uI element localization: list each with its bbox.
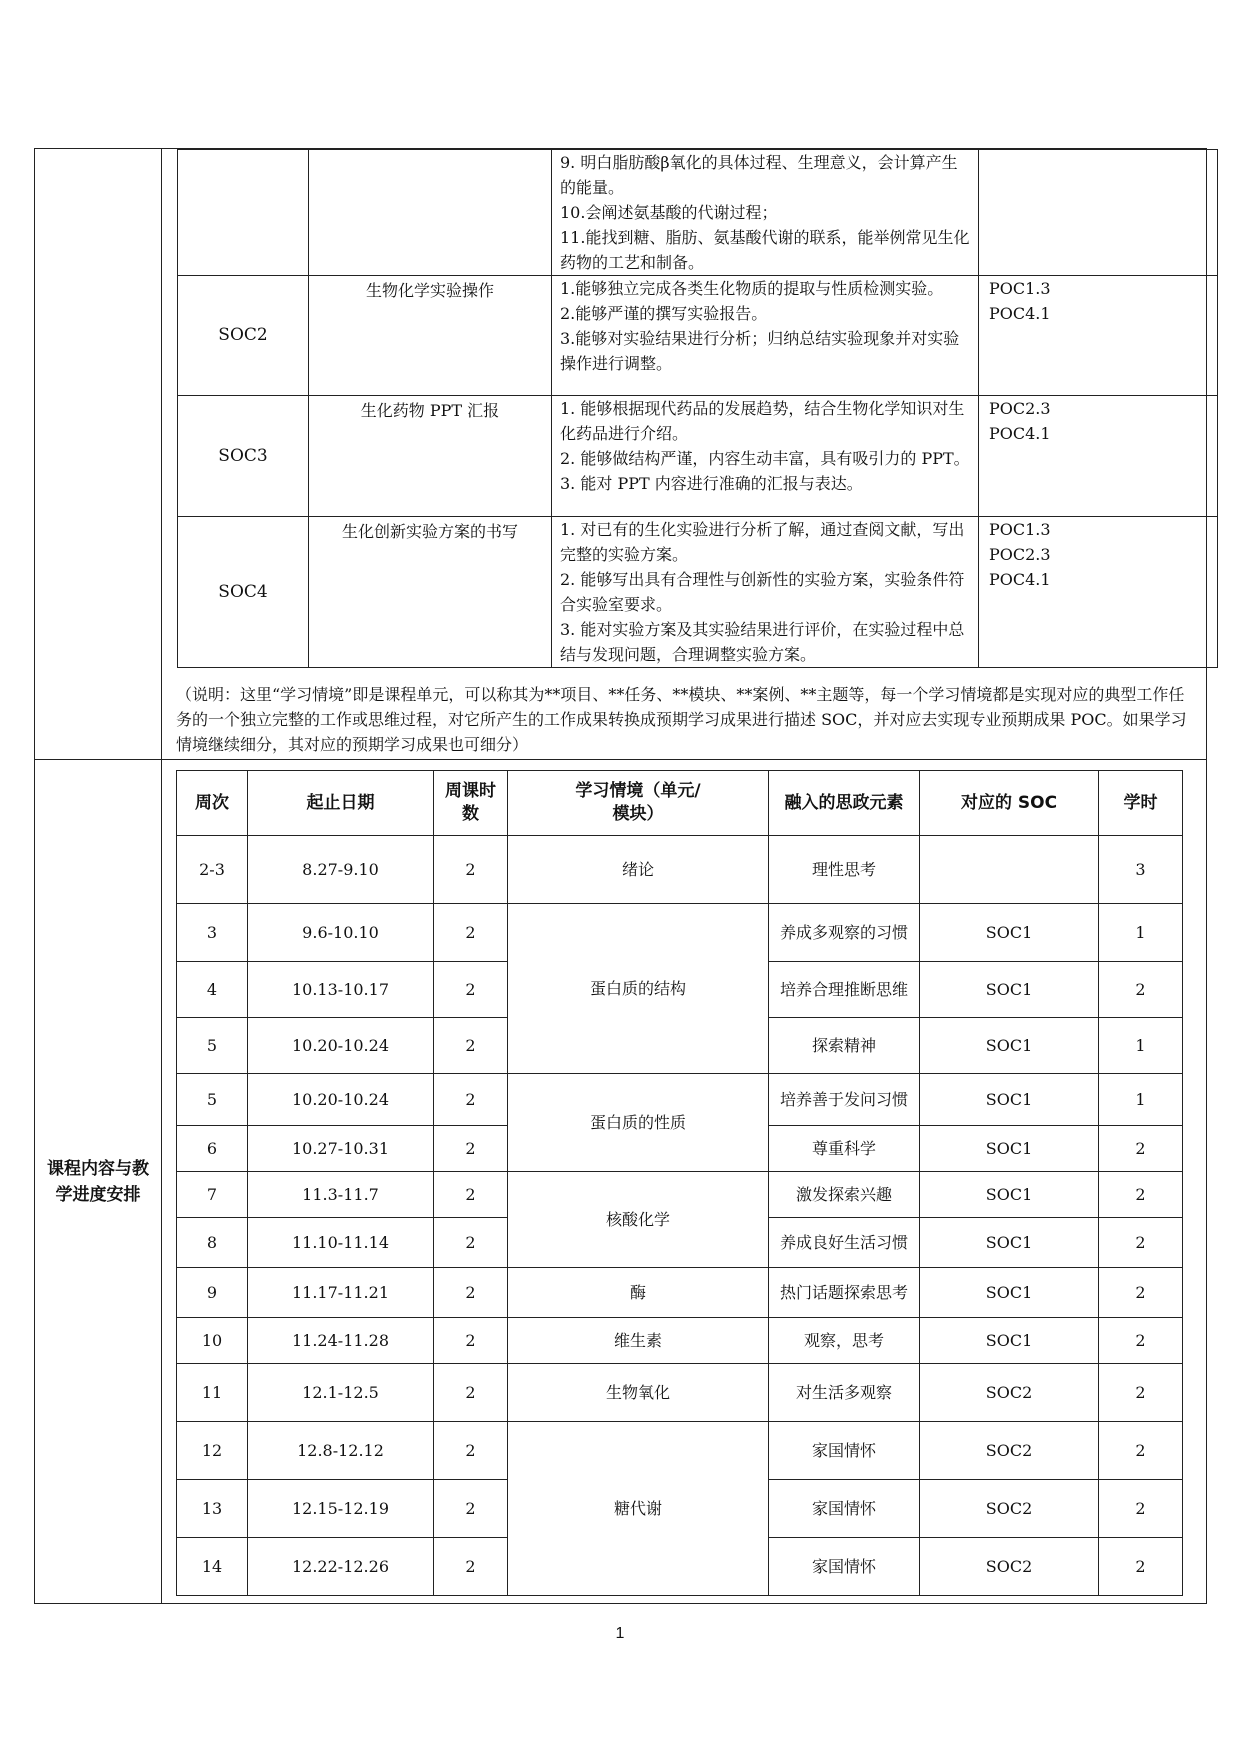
soc-cell [920,836,1099,904]
soc-poc-cell [979,150,1218,276]
dates-cell: 12.22-12.26 [248,1538,434,1596]
ideology-cell: 家国情怀 [769,1422,920,1480]
poc-code: POC4.1 [989,424,1051,443]
soc-cell: SOC1 [920,1126,1099,1172]
table-row [177,1172,1183,1218]
table-row [177,1268,1183,1318]
header-week: 周次 [177,771,248,836]
poc-code: POC1.3 [989,520,1051,539]
hpw-cell: 2 [434,1172,508,1218]
context-cell: 蛋白质的结构 [508,904,769,1074]
soc-row [178,517,1218,668]
soc-row [178,276,1218,396]
table-row [177,1074,1183,1126]
week-cell: 11 [177,1364,248,1422]
soc-cell: SOC1 [920,904,1099,962]
week-cell: 7 [177,1172,248,1218]
context-cell: 核酸化学 [508,1172,769,1268]
schedule-section-label: 课程内容与教学进度安排 [35,760,162,1604]
soc-cell: SOC2 [920,1422,1099,1480]
hpw-cell: 2 [434,962,508,1018]
dates-cell: 11.10-11.14 [248,1218,434,1268]
soc-desc [552,517,979,668]
hours-cell: 1 [1099,904,1183,962]
table-row [177,1422,1183,1480]
context-cell: 生物氧化 [508,1364,769,1422]
ideology-cell: 培养善于发问习惯 [769,1074,920,1126]
soc-poc [979,276,1218,396]
hpw-cell: 2 [434,904,508,962]
hpw-cell: 2 [434,1018,508,1074]
header-ideology: 融入的思政元素 [769,771,920,836]
soc-cell: SOC1 [920,1074,1099,1126]
table-row [177,1364,1183,1422]
ideology-cell: 尊重科学 [769,1126,920,1172]
dates-cell: 10.20-10.24 [248,1018,434,1074]
soc-id-cell [178,150,309,276]
soc1-continued-row [178,150,1218,276]
dates-cell: 10.27-10.31 [248,1126,434,1172]
poc-code: POC2.3 [989,399,1051,418]
soc-desc [552,396,979,517]
soc-desc [552,276,979,396]
dates-cell: 11.17-11.21 [248,1268,434,1318]
desc-line: 2.能够严谨的撰写实验报告。 [560,304,768,323]
poc-code: POC4.1 [989,570,1051,589]
hours-cell: 2 [1099,1538,1183,1596]
desc-line: 3. 能对 PPT 内容进行准确的汇报与表达。 [560,474,863,493]
hours-cell: 1 [1099,1074,1183,1126]
week-cell: 5 [177,1074,248,1126]
dates-cell: 12.8-12.12 [248,1422,434,1480]
header-hours: 学时 [1099,771,1183,836]
ideology-cell: 家国情怀 [769,1538,920,1596]
desc-line: 1.能够独立完成各类生化物质的提取与性质检测实验。 [560,279,944,298]
week-cell: 12 [177,1422,248,1480]
soc-row [178,396,1218,517]
left-label-empty [35,149,162,760]
soc-cell: SOC2 [920,1538,1099,1596]
course-plan-table [34,148,1207,1604]
desc-line: 2. 能够写出具有合理性与创新性的实验方案，实验条件符合实验室要求。 [560,570,965,614]
soc-cell: SOC1 [920,962,1099,1018]
desc-line: 1. 能够根据现代药品的发展趋势，结合生物化学知识对生化药品进行介绍。 [560,399,965,443]
hours-cell: 2 [1099,1172,1183,1218]
soc-name: 生化药物 PPT 汇报 [309,396,552,517]
header-context: 学习情境（单元/模块） [508,771,769,836]
soc-poc [979,517,1218,668]
hpw-cell: 2 [434,1538,508,1596]
week-cell: 2-3 [177,836,248,904]
table-row [177,1318,1183,1364]
schedule-section [162,760,1207,1604]
hours-cell: 2 [1099,1318,1183,1364]
hpw-cell: 2 [434,1218,508,1268]
hours-cell: 2 [1099,962,1183,1018]
dates-cell: 8.27-9.10 [248,836,434,904]
desc-line: 11.能找到糖、脂肪、氨基酸代谢的联系，能举例常见生化药物的工艺和制备。 [560,228,970,272]
dates-cell: 11.3-11.7 [248,1172,434,1218]
hpw-cell: 2 [434,1126,508,1172]
poc-code: POC4.1 [989,304,1051,323]
hpw-cell: 2 [434,1318,508,1364]
hours-cell: 1 [1099,1018,1183,1074]
week-cell: 14 [177,1538,248,1596]
ideology-cell: 养成良好生活习惯 [769,1218,920,1268]
desc-line: 1. 对已有的生化实验进行分析了解，通过查阅文献，写出完整的实验方案。 [560,520,965,564]
soc-poc [979,396,1218,517]
ideology-cell: 培养合理推断思维 [769,962,920,1018]
soc-table [177,149,1218,668]
week-cell: 3 [177,904,248,962]
hours-cell: 2 [1099,1126,1183,1172]
soc-id: SOC3 [178,396,309,517]
ideology-cell: 热门话题探索思考 [769,1268,920,1318]
context-cell: 酶 [508,1268,769,1318]
header-dates: 起止日期 [248,771,434,836]
hours-cell: 2 [1099,1218,1183,1268]
hours-cell: 2 [1099,1480,1183,1538]
desc-line: 2. 能够做结构严谨，内容生动丰富，具有吸引力的 PPT。 [560,449,970,468]
soc-cell: SOC2 [920,1480,1099,1538]
hpw-cell: 2 [434,1364,508,1422]
desc-line: 3. 能对实验方案及其实验结果进行评价，在实验过程中总结与发现问题，合理调整实验方案。 [560,620,965,664]
schedule-table [176,770,1183,1596]
desc-line: 10.会阐述氨基酸的代谢过程； [560,203,778,222]
soc-name-cell [309,150,552,276]
soc-desc-cell [552,150,979,276]
hours-cell: 3 [1099,836,1183,904]
soc-name: 生化创新实验方案的书写 [309,517,552,668]
ideology-cell: 观察，思考 [769,1318,920,1364]
hours-cell: 2 [1099,1364,1183,1422]
dates-cell: 9.6-10.10 [248,904,434,962]
soc-id: SOC4 [178,517,309,668]
desc-line: 3.能够对实验结果进行分析；归纳总结实验现象并对实验操作进行调整。 [560,329,960,373]
ideology-cell: 家国情怀 [769,1480,920,1538]
ideology-cell: 理性思考 [769,836,920,904]
week-cell: 13 [177,1480,248,1538]
poc-code: POC2.3 [989,545,1051,564]
ideology-cell: 激发探索兴趣 [769,1172,920,1218]
soc-cell: SOC1 [920,1268,1099,1318]
header-soc: 对应的 SOC [920,771,1099,836]
hpw-cell: 2 [434,836,508,904]
soc-cell: SOC1 [920,1218,1099,1268]
dates-cell: 10.13-10.17 [248,962,434,1018]
hpw-cell: 2 [434,1268,508,1318]
hpw-cell: 2 [434,1480,508,1538]
week-cell: 8 [177,1218,248,1268]
week-cell: 9 [177,1268,248,1318]
dates-cell: 12.15-12.19 [248,1480,434,1538]
ideology-cell: 探索精神 [769,1018,920,1074]
week-cell: 10 [177,1318,248,1364]
week-cell: 6 [177,1126,248,1172]
ideology-cell: 养成多观察的习惯 [769,904,920,962]
context-cell: 绪论 [508,836,769,904]
page-number: 1 [615,1625,625,1642]
table-row [177,836,1183,904]
soc-section [162,149,1207,760]
desc-line: 9. 明白脂肪酸β氧化的具体过程、生理意义，会计算产生的能量。 [560,153,958,197]
schedule-header-row [177,771,1183,836]
hours-cell: 2 [1099,1422,1183,1480]
soc-cell: SOC2 [920,1364,1099,1422]
context-cell: 维生素 [508,1318,769,1364]
dates-cell: 11.24-11.28 [248,1318,434,1364]
soc-cell: SOC1 [920,1018,1099,1074]
hpw-cell: 2 [434,1422,508,1480]
dates-cell: 12.1-12.5 [248,1364,434,1422]
week-cell: 4 [177,962,248,1018]
table-row [177,904,1183,962]
poc-code: POC1.3 [989,279,1051,298]
soc-name: 生物化学实验操作 [309,276,552,396]
soc-cell: SOC1 [920,1172,1099,1218]
context-cell: 蛋白质的性质 [508,1074,769,1172]
ideology-cell: 对生活多观察 [769,1364,920,1422]
soc-cell: SOC1 [920,1318,1099,1364]
explanation-note: （说明：这里“学习情境”即是课程单元，可以称其为**项目、**任务、**模块、**案例、**主题等，每一个学习情境都是实现对应的典型工作任务的一个独立完整的工作或思维过程，对它所产生的工作成果转换成预期学习成果进行描述 SOC，并对应去实现专业预期成果 POC。如果学习情境继续细分，其对应的预期学习成果也可细分） [176,685,1187,754]
week-cell: 5 [177,1018,248,1074]
hours-cell: 2 [1099,1268,1183,1318]
hpw-cell: 2 [434,1074,508,1126]
dates-cell: 10.20-10.24 [248,1074,434,1126]
context-cell: 糖代谢 [508,1422,769,1596]
header-hours-per-week: 周课时数 [434,771,508,836]
soc-id: SOC2 [178,276,309,396]
